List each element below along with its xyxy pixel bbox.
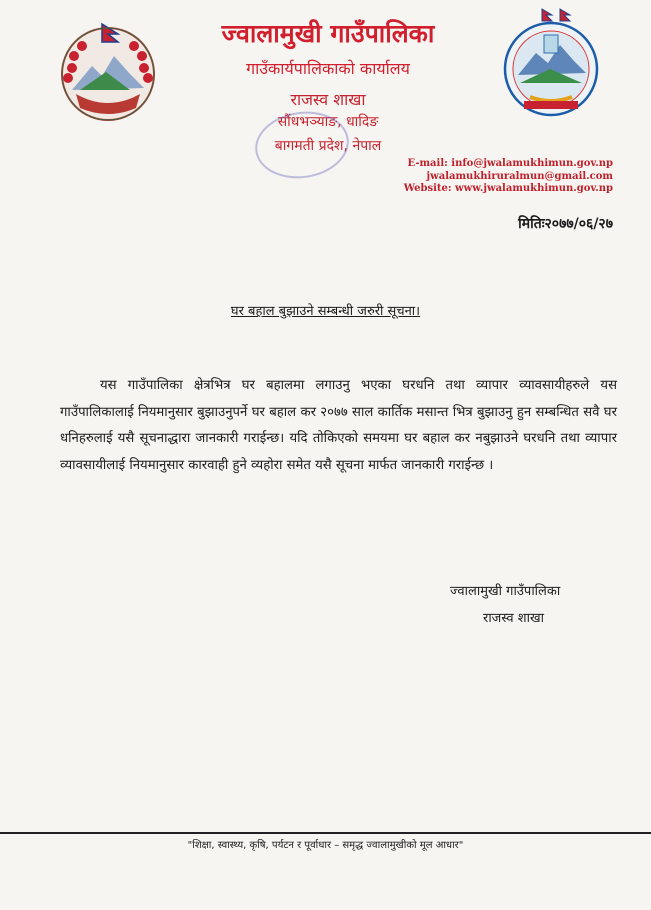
signature-block: [430, 578, 610, 632]
organization-name: ज्वालामुखी गाउँपालिका: [221, 19, 435, 48]
office-location: सौंधभञ्याङ, धादिङ: [277, 114, 379, 130]
footer-divider: [0, 832, 651, 834]
municipality-logo: [500, 5, 602, 125]
letter-date: मितिः२०७७/०६/२७: [518, 216, 613, 232]
email-line-1: E-mail: info@jwalamukhimun.gov.np: [407, 158, 613, 169]
notice-subject: [0, 301, 651, 319]
nepal-emblem-logo: [52, 16, 164, 128]
province-address: बागमती प्रदेश, नेपाल: [274, 138, 382, 154]
notice-body: यस गाउँपालिका क्षेत्रभित्र घर बहालमा लगाउनु भएका घरधनि तथा व्यापार व्यावसायीहरुले यस गाउँपालिकालाई नियमानुसार बुझाउनुपर्ने घर बहाल कर २०७७ साल कार्तिक मसान्त भित्र बुझाउनु हुन सम्बन्धित सवै घर धनिहरुलाई यसै सूचनाद्धारा जानकारी गराईन्छ। यदि तोकिएको समयमा घर बहाल कर नबुझाउने घरधनि तथा व्यापार व्यावसायीलाई नियमानुसार कारवाही हुने व्यहोरा समेत यसै सूचना मार्फत जानकारी गराईन्छ ।: [60, 378, 617, 473]
email-line-2: jwalamukhiruralmun@gmail.com: [426, 170, 613, 182]
signature-dept: राजस्व शाखा: [483, 611, 544, 626]
department-name: राजस्व शाखा: [290, 90, 366, 109]
notice-subject-text: घर बहाल बुझाउने सम्बन्धी जरुरी सूचना।: [230, 304, 421, 319]
office-name: गाउँकार्यपालिकाको कार्यालय: [246, 59, 410, 78]
website-line: Website: www.jwalamukhimun.gov.np: [403, 183, 613, 194]
contact-block: [404, 158, 613, 196]
signature-org: ज्वालामुखी गाउँपालिका: [450, 584, 561, 599]
footer-motto: "शिक्षा, स्वास्थ्य, कृषि, पर्यटन र पूर्वाधार – समृद्ध ज्वालामुखीको मूल आधार": [187, 840, 464, 851]
